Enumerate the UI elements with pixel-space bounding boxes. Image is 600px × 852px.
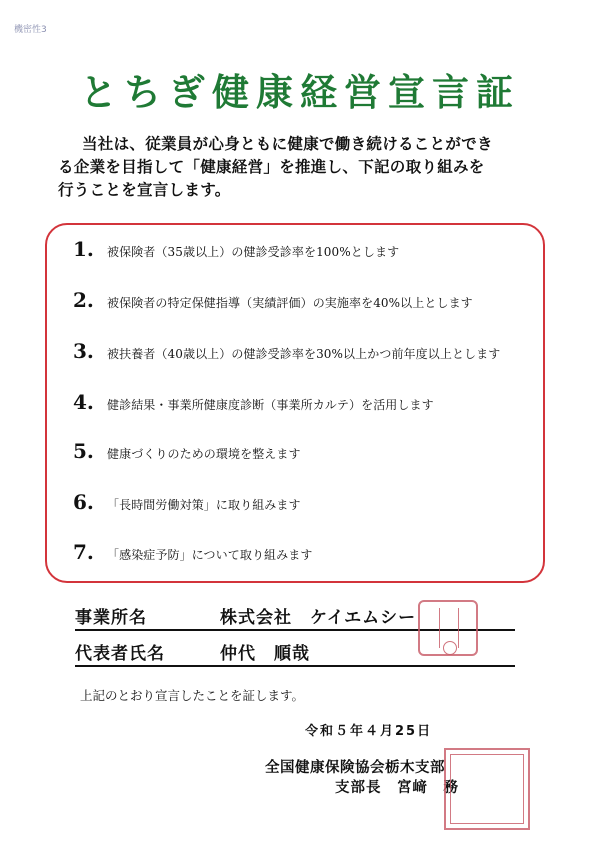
commitment-item [73, 439, 301, 463]
representative-seal [443, 641, 457, 655]
representative-label: 代表者氏名 [75, 644, 165, 664]
commitment-number: 7. [73, 540, 94, 564]
commitment-text: 健診結果・事業所健康度診断（事業所カルテ）を活用します [107, 398, 434, 412]
issuer-organization: 全国健康保険協会栃木支部 [265, 760, 445, 776]
business-name-label: 事業所名 [75, 608, 147, 628]
commitment-item [73, 339, 500, 363]
commitment-text: 健康づくりのための環境を整えます [107, 447, 301, 461]
commitment-text: 「長時間労働対策」に取り組みます [107, 498, 301, 512]
commitment-text: 被扶養者（40歳以上）の健診受診率を30%以上かつ前年度以上とします [107, 347, 501, 361]
commitment-item [73, 288, 473, 312]
commitment-item [73, 540, 312, 564]
confidentiality-label: 機密性3 [14, 25, 47, 35]
commitment-number: 1. [73, 237, 94, 261]
intro-line-3: 行うことを宣言します。 [58, 181, 231, 199]
issue-date: 令和５年４月25日 [305, 724, 433, 739]
commitment-item [73, 237, 399, 261]
representative-value: 仲代 順哉 [220, 644, 310, 664]
commitment-item [73, 390, 434, 414]
commitments-box [45, 223, 545, 583]
commitment-text: 被保険者の特定保健指導（実績評価）の実施率を40%以上とします [107, 296, 473, 310]
issuer-seal [444, 748, 530, 830]
commitment-number: 3. [73, 339, 94, 363]
intro-line-1: 当社は、従業員が心身ともに健康で働き続けることができ [82, 135, 493, 153]
commitment-number: 2. [73, 288, 94, 312]
commitment-number: 6. [73, 490, 94, 514]
business-name-value: 株式会社 ケイエムシー [220, 608, 417, 628]
commitment-item [73, 490, 301, 514]
certification-text: 上記のとおり宣言したことを証します。 [80, 688, 305, 703]
commitment-text: 被保険者（35歳以上）の健診受診率を100%とします [107, 245, 400, 259]
commitment-text: 「感染症予防」について取り組みます [107, 548, 313, 562]
representative-underline [75, 665, 515, 667]
commitment-number: 4. [73, 390, 94, 414]
issuer-chief: 支部長 宮﨑 務 [335, 780, 459, 796]
intro-line-2: る企業を目指して「健康経営」を推進し、下記の取り組みを [58, 158, 485, 176]
commitment-number: 5. [73, 439, 94, 463]
declaration-intro [58, 133, 558, 202]
document-title: とちぎ健康経営宣言証 [80, 70, 520, 114]
